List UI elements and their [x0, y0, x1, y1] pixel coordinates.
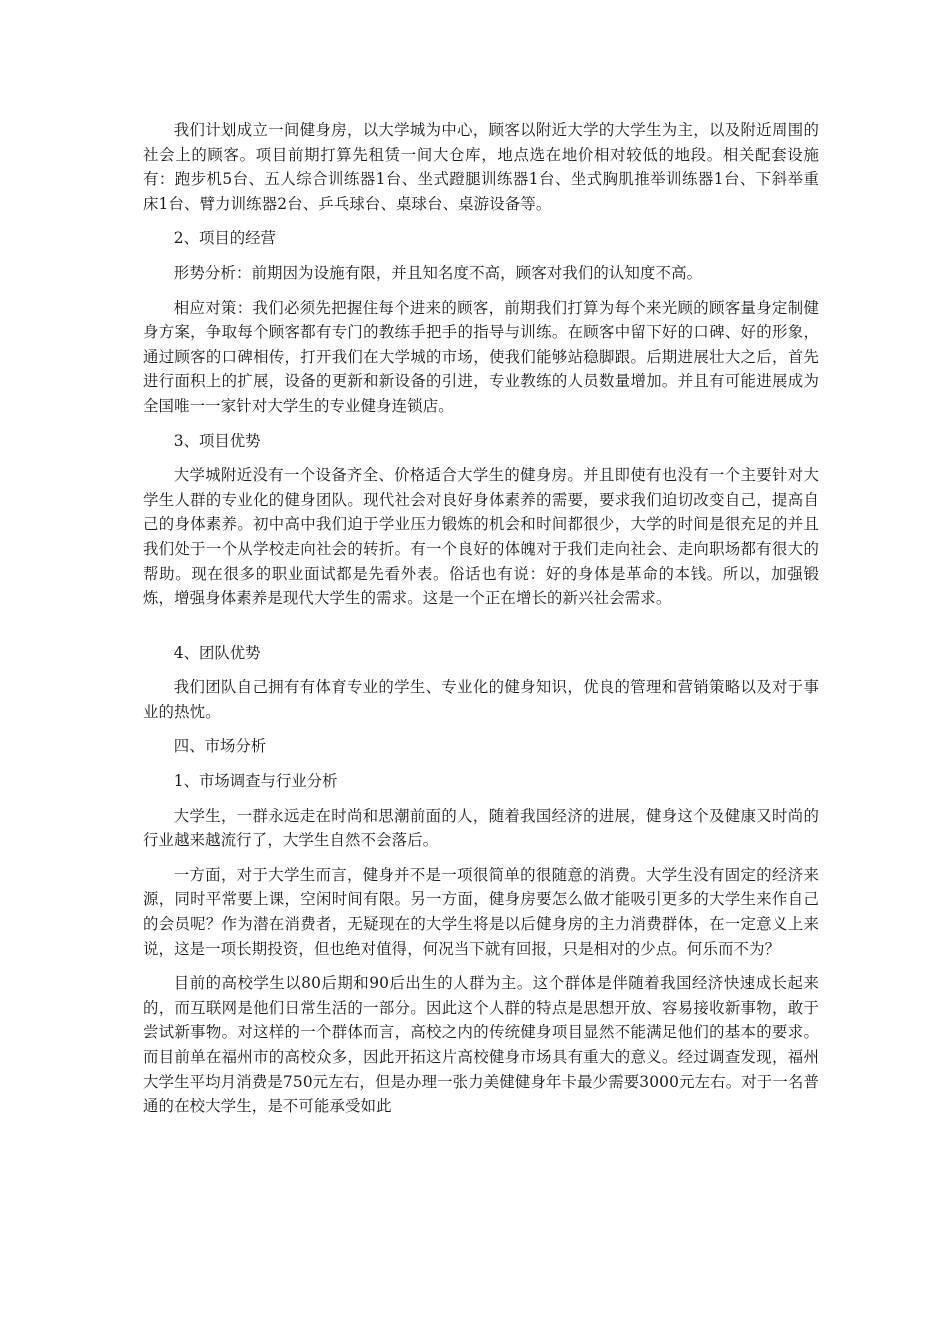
paragraph-consumption: 一方面，对于大学生而言，健身并不是一项很简单的很随意的消费。大学生没有固定的经济来源，同时平常要上课，空闲时间有限。另一方面，健身房要怎么做才能吸引更多的大学生来作自己的会员呢？作为潜在消费者，无疑现在的大学生将是以后健身房的主力消费群体，在一定意义上来说，这是一项长期投资，但也绝对值得，何况当下就有回报，只是相对的少点。何乐而不为？	[143, 865, 819, 958]
paragraph-advantages: 大学城附近没有一个设备齐全、价格适合大学生的健身房。并且即使有也没有一个主要针对大学生人群的专业化的健身团队。现代社会对良好身体素养的需要，要求我们迫切改变自己，提高自己的身体素养。初中高中我们迫于学业压力锻炼的机会和时间都很少，大学的时间是很充足的并且我们处于一个从学校走向社会的转折。有一个良好的体魄对于我们走向社会、走向职场都有很大的帮助。现在很多的职业面试都是先看外表。俗话也有说：好的身体是革命的本钱。所以，加强锻炼，增强身体素养是现代大学生的需求。这是一个正在增长的新兴社会需求。	[143, 466, 819, 608]
paragraph-situation-analysis: 形势分析：前期因为设施有限，并且知名度不高，顾客对我们的认知度不高。	[173, 263, 703, 282]
paragraph-countermeasures: 相应对策：我们必须先把握住每个进来的顾客，前期我们打算为每个来光顾的顾客量身定制健身方案，争取每个顾客都有专门的教练手把手的指导与训练。在顾客中留下好的口碑、好的形象，通过顾客的口碑相传，打开我们在大学城的市场，使我们能够站稳脚跟。后期进展壮大之后，首先进行面积上的扩展，设备的更新和新设备的引进，专业教练的人员数量增加。并且有可能进展成为全国唯一一家针对大学生的专业健身连锁店。	[143, 298, 819, 415]
heading-market-analysis: 四、市场分析	[173, 737, 267, 756]
heading-project-operation: 2、项目的经营	[173, 229, 276, 248]
heading-team-advantages: 4、团队优势	[173, 643, 261, 662]
document-page	[143, 118, 819, 1129]
paragraph-market-status: 目前的高校学生以80后期和90后出生的人群为主。这个群体是伴随着我国经济快速成长起来的，而互联网是他们日常生活的一部分。因此这个人群的特点是思想开放、容易接收新事物，敢于尝试新事物。对这样的一个群体而言，高校之内的传统健身项目显然不能满足他们的基本的要求。而目前单在福州市的高校众多，因此开拓这片高校健身市场具有重大的意义。经过调查发现，福州大学生平均月消费是750元左右，但是办理一张力美健健身年卡最少需要3000元左右。对于一名普通的在校大学生，是不可能承受如此	[143, 974, 819, 1116]
paragraph-students-trend: 大学生，一群永远走在时尚和思潮前面的人，随着我国经济的进展，健身这个及健康又时尚的行业越来越流行了，大学生自然不会落后。	[143, 806, 819, 850]
heading-project-advantages: 3、项目优势	[173, 431, 261, 450]
blank-line	[143, 621, 819, 641]
paragraph-team: 我们团队自己拥有有体育专业的学生、专业化的健身知识，优良的管理和营销策略以及对于事业的热忱。	[143, 678, 819, 721]
heading-market-survey: 1、市场调查与行业分析	[173, 772, 338, 791]
paragraph-project-intro: 我们计划成立一间健身房，以大学城为中心，顾客以附近大学的大学生为主，以及附近周围的社会上的顾客。项目前期打算先租赁一间大仓库，地点选在地价相对较低的地段。相关配套设施有：跑步机5台、五人综合训练器1台、坐式蹬腿训练器1台、坐式胸肌推举训练器1台、下斜举重床1台、臂力训练器2台、乒乓球台、桌球台、桌游设备等。	[143, 121, 819, 213]
